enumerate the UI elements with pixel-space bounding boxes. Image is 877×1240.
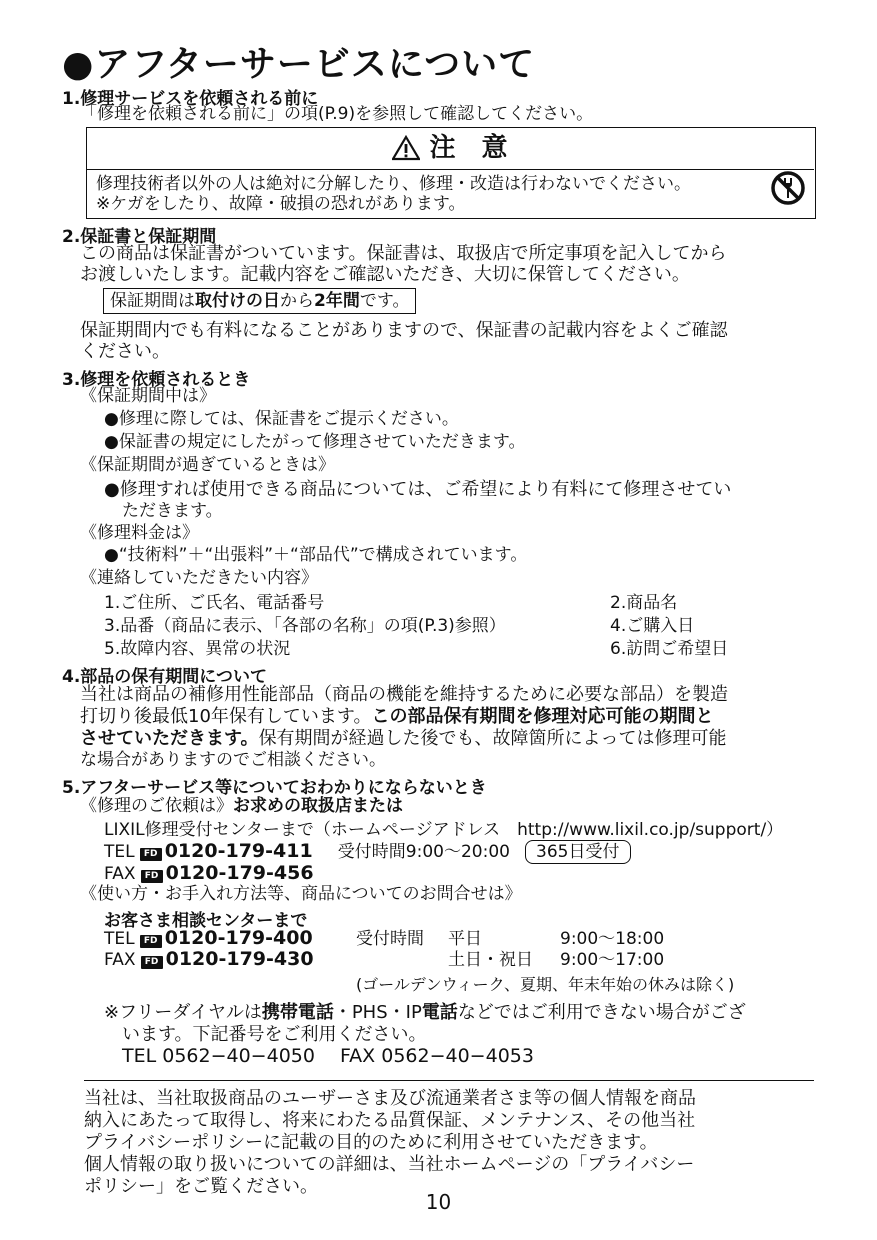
section-4-para-2b: この部品保有期間を修理対応可能の期間と xyxy=(371,706,714,727)
section-3-bullet-3: ●修理すれば使用できる商品については、ご希望により有料にて修理させてい xyxy=(104,479,732,500)
warning-icon xyxy=(392,135,420,161)
section-2-para-3: 保証期間内でも有料になることがありますので、保証書の記載内容をよくご確認 xyxy=(80,320,728,341)
note-part-a: ※フリーダイヤルは xyxy=(104,1002,262,1023)
weekday-hours: 9:00～18:00 xyxy=(560,929,665,949)
section-3-bullet-2: ●保証書の規定にしたがって修理させていただきます。 xyxy=(104,432,526,452)
weekend-label: 土日・祝日 xyxy=(448,950,533,970)
note-part-d: 電話 xyxy=(421,1002,458,1023)
repair-tel-number: 0120-179-411 xyxy=(164,840,313,862)
section-4-para-3b: 保有期間が経過した後でも、故障箇所によっては修理可能 xyxy=(258,728,727,749)
privacy-line-3: プライバシーポリシーに記載の目的のために利用させていただきます。 xyxy=(84,1132,658,1153)
no-disassembly-icon xyxy=(770,170,806,210)
repair-center-line: LIXIL修理受付センターまで（ホームページアドレス http://www.lixil.co.jp/support/） xyxy=(104,820,784,840)
section-3-sub-1: 《保証期間中は》 xyxy=(80,386,216,406)
section-2-para-2: お渡しいたします。記載内容をご確認いただき、大切に保管してください。 xyxy=(80,264,690,285)
section-3-sub-4: 《連絡していただきたい内容》 xyxy=(80,568,318,588)
freedial-icon: FD xyxy=(141,870,163,883)
contact-item-3: 3.品番（商品に表示、「各部の名称」の項(P.3)参照） xyxy=(104,616,506,636)
holiday-note: (ゴールデンウィーク、夏期、年末年始の休みは除く) xyxy=(356,975,735,994)
caution-line-2: ※ケガをしたり、故障・破損の恐れがあります。 xyxy=(96,194,466,214)
freedial-icon: FD xyxy=(141,956,163,969)
consult-center: お客さま相談センターまで xyxy=(104,911,308,931)
fax-label: FAX xyxy=(104,950,136,970)
repair-fax-number: 0120-179-456 xyxy=(165,862,314,884)
caution-header xyxy=(86,127,814,170)
period-text-d: 2年間 xyxy=(314,291,360,311)
period-text-c: から xyxy=(280,291,314,311)
section-5-heading: 5.アフターサービス等についておわかりにならないとき xyxy=(62,778,487,798)
consult-tel-number: 0120-179-400 xyxy=(164,927,313,949)
page-number: 10 xyxy=(425,1190,452,1214)
freedial-note-1 xyxy=(104,1002,746,1023)
consult-tel-line xyxy=(104,927,313,950)
repair-hours: 受付時間9:00～20:00 xyxy=(337,842,510,862)
consult-fax-number: 0120-179-430 xyxy=(165,948,314,970)
contact-item-4: 4.ご購入日 xyxy=(610,616,695,636)
privacy-line-5: ポリシー」をご覧ください。 xyxy=(84,1176,318,1197)
section-2-heading: 2.保証書と保証期間 xyxy=(62,227,217,247)
note-part-b: 携帯電話 xyxy=(261,1002,334,1023)
freedial-note-2: います。下記番号をご利用ください。 xyxy=(122,1024,427,1045)
usage-inquiry-line: 《使い方・お手入れ方法等、商品についてのお問合せは》 xyxy=(80,884,522,904)
caution-title: 注 意 xyxy=(429,133,508,163)
section-3-bullet-3-cont: ただきます。 xyxy=(122,501,223,521)
privacy-line-2: 納入にあたって取得し、将来にわたる品質保証、メンテナンス、その他当社 xyxy=(84,1110,696,1131)
repair-request-target: お求めの取扱店または xyxy=(233,796,403,816)
repair-fax-line xyxy=(104,862,314,885)
section-2-para-1: この商品は保証書がついています。保証書は、取扱店で所定事項を記入してから xyxy=(80,243,727,264)
period-text-e: です。 xyxy=(359,291,410,311)
warranty-period-box xyxy=(103,288,416,314)
section-3-bullet-4: ●“技術料”＋“出張料”＋“部品代”で構成されています。 xyxy=(104,545,528,565)
caution-line-1: 修理技術者以外の人は絶対に分解したり、修理・改造は行わないでください。 xyxy=(96,174,691,194)
period-text-a: 保証期間は xyxy=(110,291,195,311)
period-text-b: 取付けの日 xyxy=(195,291,280,311)
consult-hours-label: 受付時間 xyxy=(356,929,424,949)
contact-item-5: 5.故障内容、異常の状況 xyxy=(104,639,291,659)
365-days-badge: 365日受付 xyxy=(525,840,630,864)
alternate-numbers: TEL 0562−40−4050 FAX 0562−40−4053 xyxy=(122,1045,534,1067)
fax-label: FAX xyxy=(104,864,136,884)
section-3-sub-2: 《保証期間が過ぎているときは》 xyxy=(80,455,335,475)
contact-item-6: 6.訪問ご希望日 xyxy=(610,639,729,659)
contact-item-2: 2.商品名 xyxy=(610,593,678,613)
section-1-heading: 1.修理サービスを依頼される前に xyxy=(62,89,319,109)
repair-request-line xyxy=(80,796,403,817)
divider xyxy=(84,1080,814,1081)
note-part-c: ・PHS・IP xyxy=(333,1002,422,1023)
weekend-hours: 9:00～17:00 xyxy=(560,950,665,970)
section-4-para-3 xyxy=(80,728,727,749)
privacy-line-4: 個人情報の取り扱いについての詳細は、当社ホームページの「プライバシー xyxy=(84,1154,695,1175)
section-2-para-4: ください。 xyxy=(80,341,170,362)
section-4-para-2 xyxy=(80,706,713,727)
repair-request-label: 《修理のご依頼は》 xyxy=(80,796,233,816)
section-4-para-2a: 打切り後最低10年保有しています。 xyxy=(80,706,372,727)
consult-fax-line xyxy=(104,948,314,971)
section-1-text: 「修理を依頼される前に」の項(P.9)を参照して確認してください。 xyxy=(80,104,594,124)
tel-label: TEL xyxy=(104,929,135,949)
section-4-heading: 4.部品の保有期間について xyxy=(62,667,267,687)
freedial-icon: FD xyxy=(140,848,162,861)
section-4-para-4: な場合がありますのでご相談ください。 xyxy=(80,750,386,770)
section-4-para-1: 当社は商品の補修用性能部品（商品の機能を維持するために必要な部品）を製造 xyxy=(80,684,728,705)
tel-label: TEL xyxy=(104,842,135,862)
page-title: ●アフターサービスについて xyxy=(62,44,536,85)
note-part-e: などではご利用できない場合がござ xyxy=(457,1002,746,1023)
weekday-label: 平日 xyxy=(448,929,482,949)
section-4-para-3a: させていただきます。 xyxy=(80,728,259,749)
privacy-line-1: 当社は、当社取扱商品のユーザーさま及び流通業者さま等の個人情報を商品 xyxy=(84,1088,696,1109)
contact-item-1: 1.ご住所、ご氏名、電話番号 xyxy=(104,593,325,613)
section-3-heading: 3.修理を依頼されるとき xyxy=(62,370,251,390)
section-3-bullet-1: ●修理に際しては、保証書をご提示ください。 xyxy=(104,409,459,429)
freedial-icon: FD xyxy=(140,935,162,948)
repair-tel-line xyxy=(104,840,631,864)
section-3-sub-3: 《修理料金は》 xyxy=(80,523,199,543)
